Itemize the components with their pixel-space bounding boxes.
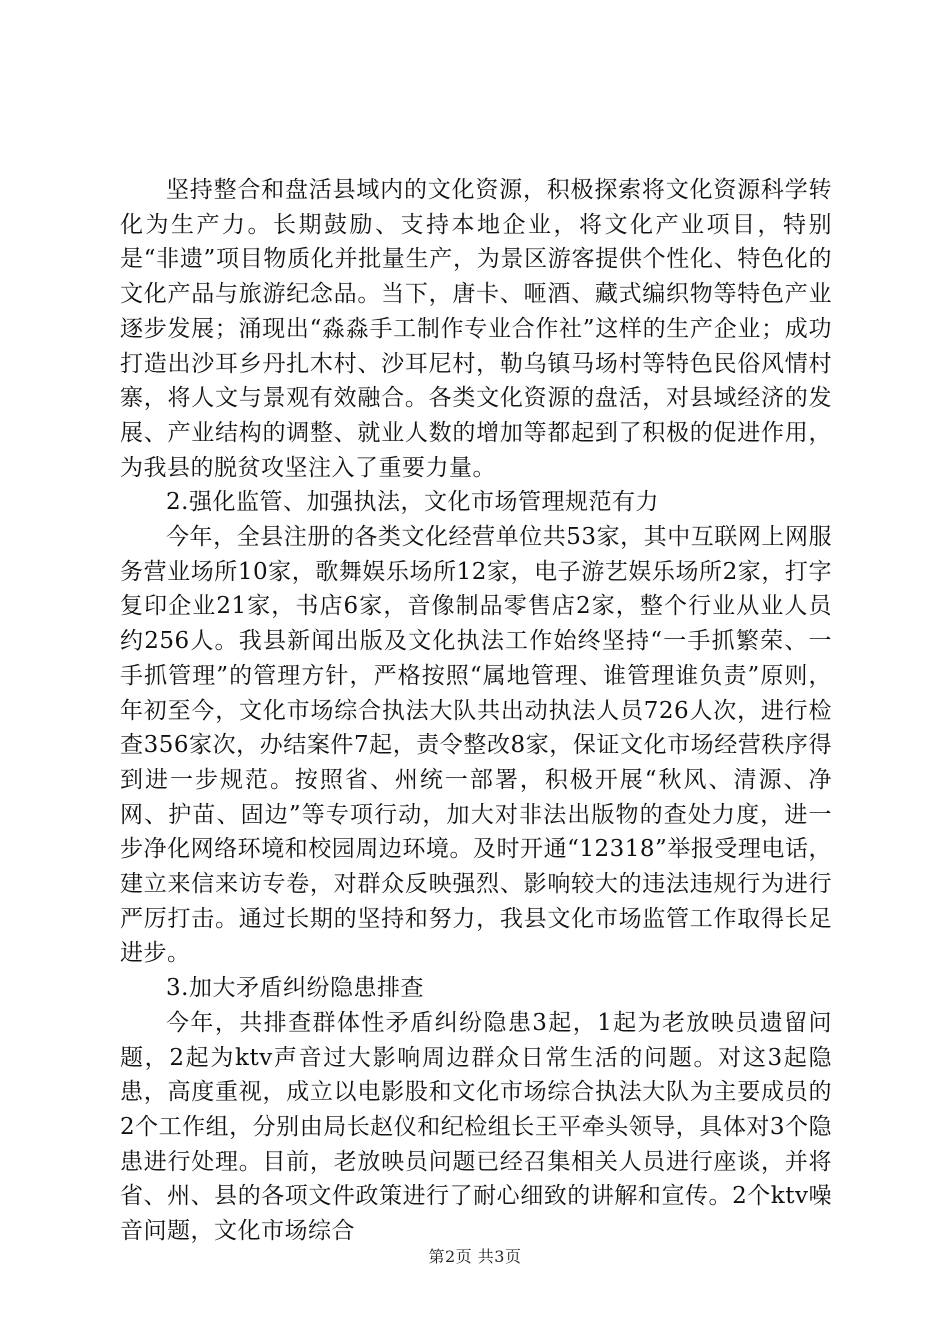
section-heading-2: 2.强化监管、加强执法，文化市场管理规范有力 [166,489,659,516]
page-footer: 第2页 共3页 [428,1247,522,1266]
section-heading-3: 3.加大矛盾纠纷隐患排查 [166,975,424,1002]
paragraph-market-supervision: 今年，全县注册的各类文化经营单位共53家，其中互联网上网服务营业场所10家，歌舞娱乐场所12家，电子游艺娱乐场所2家，打字复印企业21家，书店6家，音像制品零售店2家，整个行业从业人员约256人。我县新闻出版及文化执法工作始终坚持“一手抓繁荣、一手抓管理”的管理方针，严格按照“属地管理、谁管理谁负责”原则，年初至今，文化市场综合执法大队共出动执法人员726人次，进行检查356家次，办结案件7起，责令整改8家，保证文化市场经营秩序得到进一步规范。按照省、州统一部署，积极开展“秋风、清源、净网、护苗、固边”等专项行动，加大对非法出版物的查处力度，进一步净化网络环境和校园周边环境。及时开通“12318”举报受理电话，建立来信来访专卷，对群众反映强烈、影响较大的违法违规行为进行严厉打击。通过长期的坚持和努力，我县文化市场监管工作取得长足进步。 [120,524,832,967]
paragraph-cultural-resources: 坚持整合和盘活县域内的文化资源，积极探索将文化资源科学转化为生产力。长期鼓励、支持本地企业，将文化产业项目，特别是“非遗”项目物质化并批量生产，为景区游客提供个性化、特色化的文化产品与旅游纪念品。当下，唐卡、咂酒、藏式编织物等特色产业逐步发展；涌现出“淼淼手工制作专业合作社”这样的生产企业；成功打造出沙耳乡丹扎木村、沙耳尼村，勒乌镇马场村等特色民俗风情村寨，将人文与景观有效融合。各类文化资源的盘活，对县域经济的发展、产业结构的调整、就业人数的增加等都起到了积极的促进作用，为我县的脱贫攻坚注入了重要力量。 [120,177,832,481]
paragraph-dispute-investigation: 今年，共排查群体性矛盾纠纷隐患3起，1起为老放映员遗留问题，2起为ktv声音过大影响周边群众日常生活的问题。对这3起隐患，高度重视，成立以电影股和文化市场综合执法大队为主要成员的2个工作组，分别由局长赵仪和纪检组长王平牵头领导，具体对3个隐患进行处理。目前，老放映员问题已经召集相关人员进行座谈，并将省、州、县的各项文件政策进行了耐心细致的讲解和宣传。2个ktv噪音问题，文化市场综合 [120,1009,832,1245]
document-body [120,173,832,1249]
